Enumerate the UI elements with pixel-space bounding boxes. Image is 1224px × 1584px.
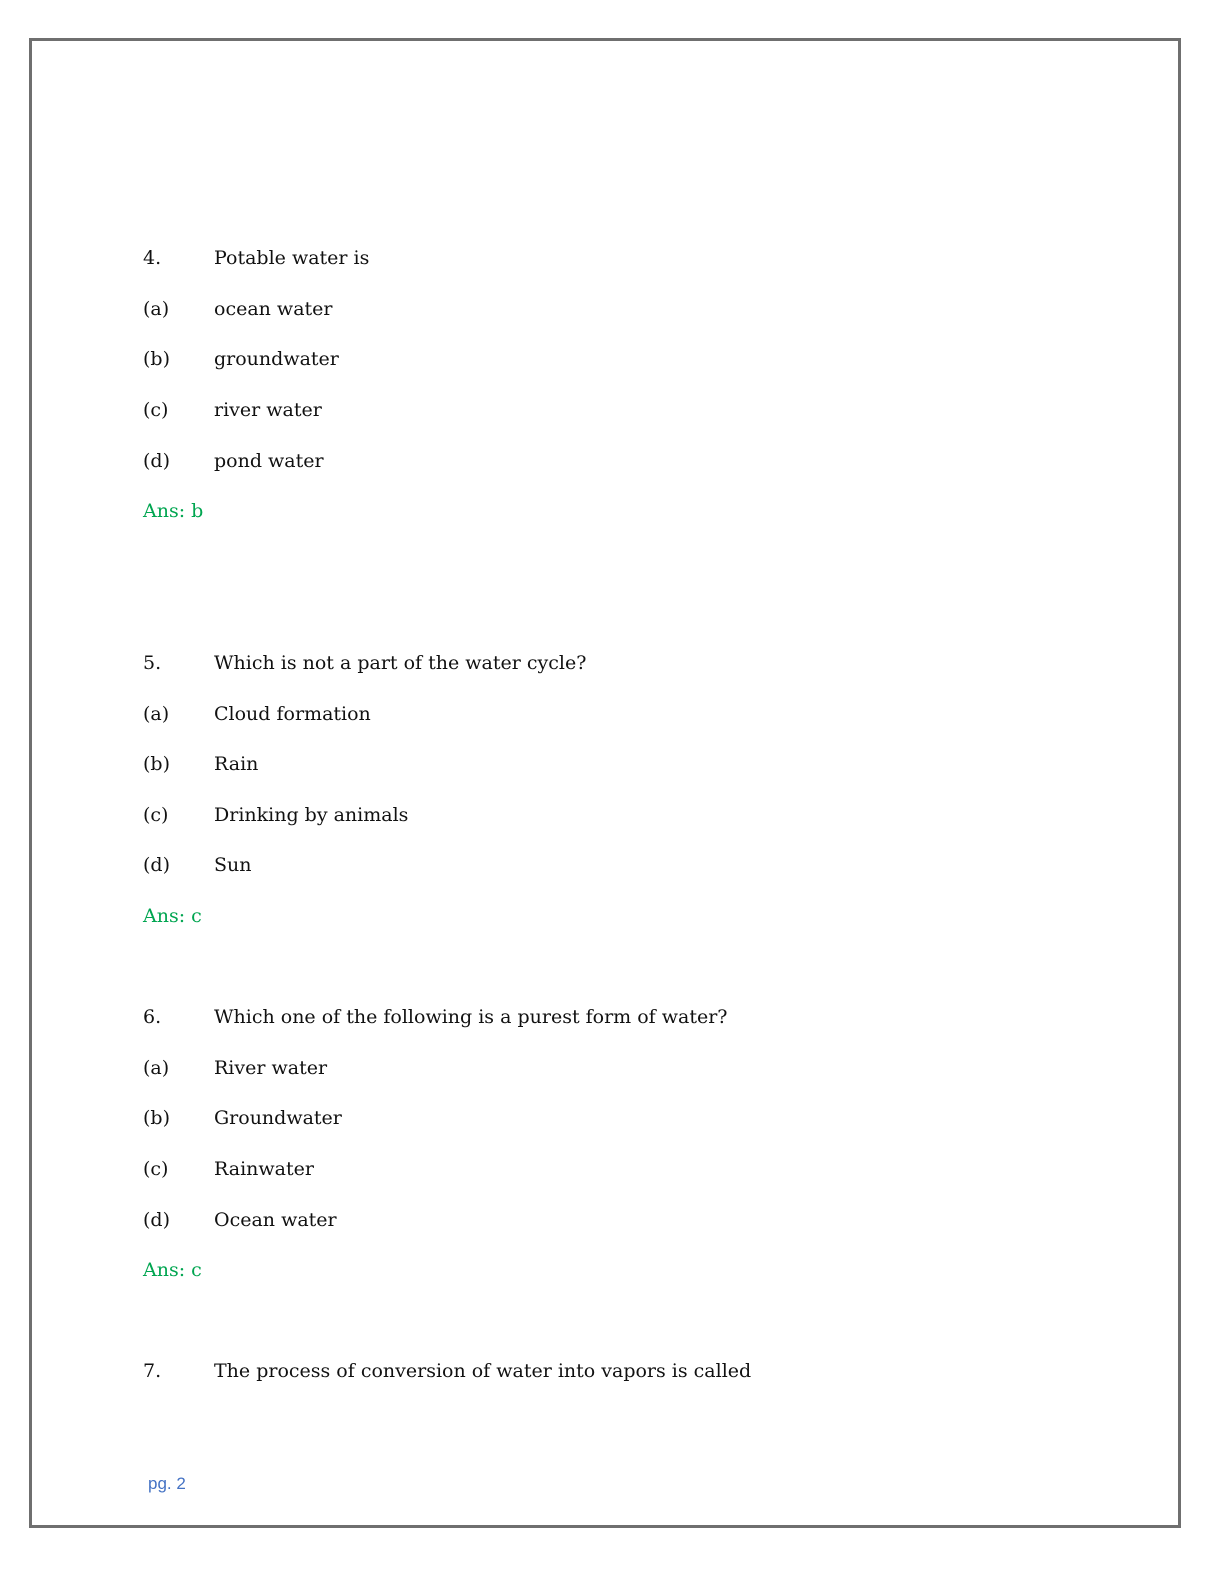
question-text: Which one of the following is a purest form of water? xyxy=(214,1006,728,1028)
question-text: The process of conversion of water into vapors is called xyxy=(214,1360,752,1382)
option-label: (c) xyxy=(143,399,169,421)
option-label: (b) xyxy=(143,753,170,775)
option-text: River water xyxy=(214,1057,328,1079)
option-label: (a) xyxy=(143,703,170,725)
option-text: Drinking by animals xyxy=(214,804,409,826)
option-text: ocean water xyxy=(214,298,333,320)
option-label: (b) xyxy=(143,348,170,370)
option-label: (c) xyxy=(143,1158,169,1180)
option-text: Cloud formation xyxy=(214,703,371,725)
option-text: Ocean water xyxy=(214,1209,337,1231)
question-text: Potable water is xyxy=(214,247,370,269)
option-label: (d) xyxy=(143,854,170,876)
answer-4: Ans: b xyxy=(143,500,204,522)
option-text: river water xyxy=(214,399,322,421)
option-text: Groundwater xyxy=(214,1107,342,1129)
option-text: Rain xyxy=(214,753,259,775)
question-number: 4. xyxy=(143,247,162,269)
option-label: (a) xyxy=(143,298,170,320)
answer-6: Ans: c xyxy=(143,1259,202,1281)
option-label: (b) xyxy=(143,1107,170,1129)
option-label: (c) xyxy=(143,804,169,826)
option-label: (d) xyxy=(143,450,170,472)
option-text: groundwater xyxy=(214,348,339,370)
answer-5: Ans: c xyxy=(143,905,202,927)
page-number: pg. 2 xyxy=(148,1474,186,1493)
option-label: (d) xyxy=(143,1209,170,1231)
option-text: Rainwater xyxy=(214,1158,314,1180)
question-number: 5. xyxy=(143,652,162,674)
option-text: pond water xyxy=(214,450,324,472)
question-number: 7. xyxy=(143,1360,162,1382)
question-number: 6. xyxy=(143,1006,162,1028)
option-label: (a) xyxy=(143,1057,170,1079)
option-text: Sun xyxy=(214,854,252,876)
question-text: Which is not a part of the water cycle? xyxy=(214,652,587,674)
